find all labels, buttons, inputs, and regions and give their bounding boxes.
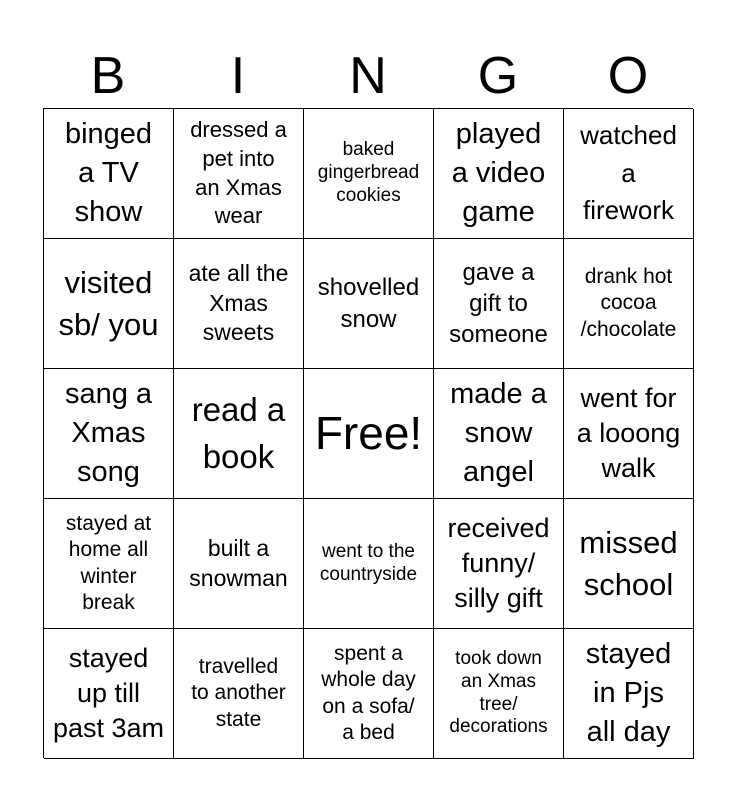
bingo-board — [43, 108, 693, 758]
bingo-cell-r1-c3[interactable] — [304, 109, 434, 239]
cell-text: shovelled snow — [317, 274, 420, 333]
cell-text: missed school — [579, 524, 678, 602]
bingo-cell-r2-c2[interactable] — [174, 239, 304, 369]
header-letter-i: I — [230, 47, 246, 105]
bingo-cell-r3-c1[interactable] — [44, 369, 174, 499]
bingo-cell-r3-c4[interactable] — [434, 369, 564, 499]
bingo-cell-r1-c5[interactable] — [564, 109, 694, 239]
bingo-cell-r2-c3[interactable] — [304, 239, 434, 369]
cell-text: went for a looong walk — [576, 382, 681, 484]
header-letter-o: O — [607, 47, 649, 105]
cell-text: stayed up till past 3am — [52, 642, 165, 744]
header-letter-b: B — [90, 47, 126, 105]
bingo-cell-r2-c5[interactable] — [564, 239, 694, 369]
bingo-cell-r5-c3[interactable] — [304, 629, 434, 759]
bingo-cell-r4-c4[interactable] — [434, 499, 564, 629]
cell-text: played a video game — [451, 117, 546, 229]
bingo-cell-r5-c2[interactable] — [174, 629, 304, 759]
cell-text: watched a firework — [580, 119, 677, 226]
cell-text: stayed at home all winter break — [65, 512, 152, 614]
bingo-cell-r4-c5[interactable] — [564, 499, 694, 629]
cell-text: gave a gift to someone — [449, 258, 548, 349]
cell-text: baked gingerbread cookies — [317, 139, 420, 206]
cell-text: dressed a pet into an Xmas wear — [190, 117, 287, 229]
bingo-cell-r4-c3[interactable] — [304, 499, 434, 629]
bingo-cell-r5-c4[interactable] — [434, 629, 564, 759]
cell-text: made a snow angel — [450, 377, 547, 489]
bingo-cell-r1-c1[interactable] — [44, 109, 174, 239]
header-letter-g: G — [477, 47, 519, 105]
bingo-cell-r2-c4[interactable] — [434, 239, 564, 369]
cell-text: ate all the Xmas sweets — [188, 259, 289, 346]
cell-text: binged a TV show — [64, 117, 153, 229]
bingo-header — [43, 44, 693, 108]
bingo-cell-r3-c2[interactable] — [174, 369, 304, 499]
cell-text: spent a whole day on a sofa/ a bed — [321, 642, 416, 744]
cell-text: sang a Xmas song — [64, 377, 153, 489]
cell-text: read a book — [191, 391, 286, 475]
header-letter-n: N — [349, 47, 387, 105]
cell-text: went to the countryside — [319, 540, 418, 585]
free-space-text: Free! — [314, 407, 423, 460]
bingo-cell-r5-c5[interactable] — [564, 629, 694, 759]
cell-text: drank hot cocoa /chocolate — [580, 265, 677, 341]
bingo-cell-r3-c3-free[interactable] — [304, 369, 434, 499]
bingo-cell-r2-c1[interactable] — [44, 239, 174, 369]
bingo-cell-r1-c2[interactable] — [174, 109, 304, 239]
bingo-cell-r4-c2[interactable] — [174, 499, 304, 629]
cell-text: stayed in Pjs all day — [585, 637, 672, 749]
cell-text: travelled to another state — [191, 655, 286, 731]
bingo-cell-r3-c5[interactable] — [564, 369, 694, 499]
cell-text: took down an Xmas tree/ decorations — [449, 647, 548, 738]
cell-text: received funny/ silly gift — [447, 512, 550, 614]
bingo-cell-r4-c1[interactable] — [44, 499, 174, 629]
cell-text: visited sb/ you — [58, 264, 159, 342]
cell-text: built a snowman — [189, 534, 288, 591]
bingo-cell-r1-c4[interactable] — [434, 109, 564, 239]
bingo-cell-r5-c1[interactable] — [44, 629, 174, 759]
